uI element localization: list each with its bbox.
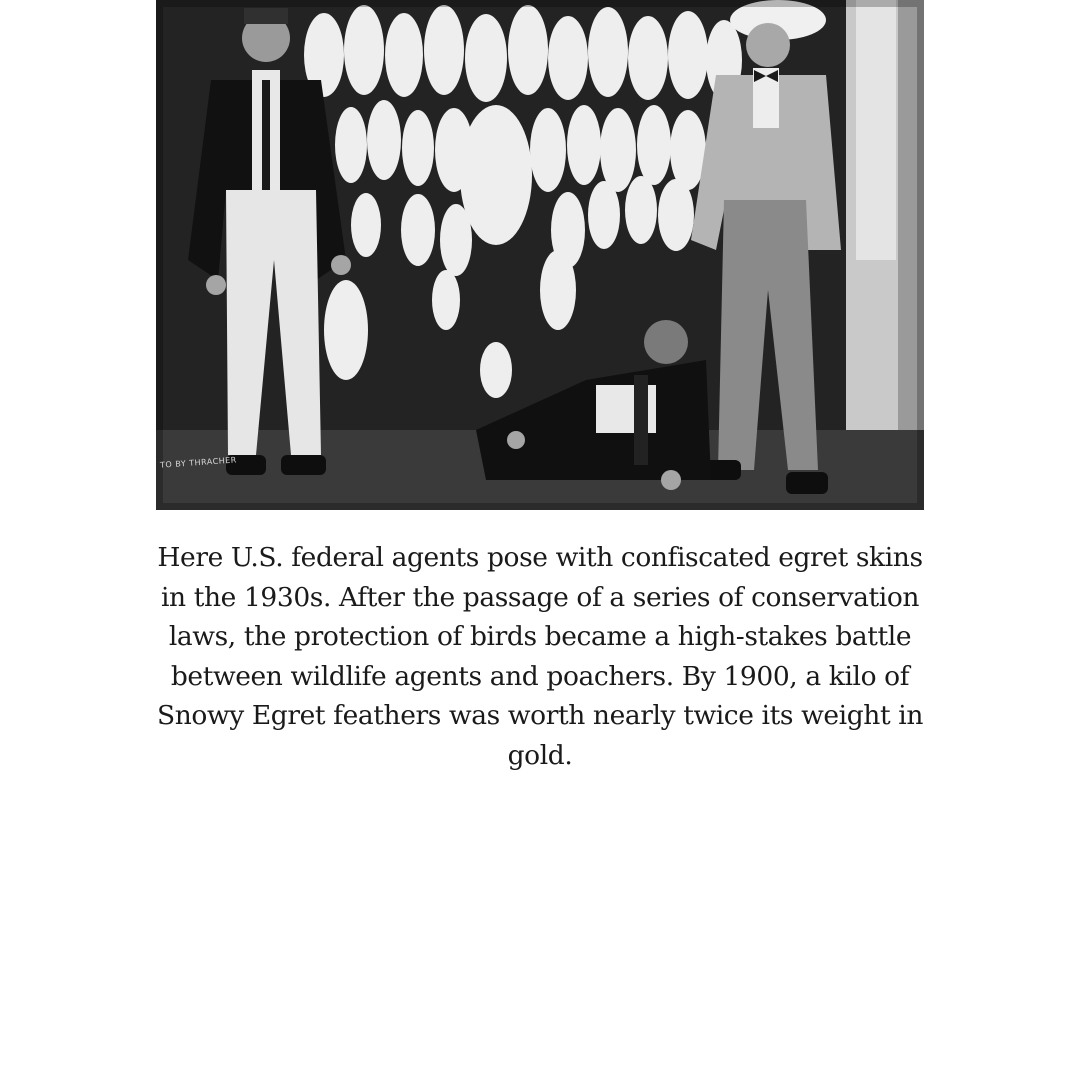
photo-caption: Here U.S. federal agents pose with confiscated egret skins in the 1930s. After the passage of a series of conservation laws, the protection of birds became a high-stakes battle between wildlife agents and poachers. By 1900, a kilo of Snowy Egret feathers was worth nearly twice its weight in gold. bbox=[157, 542, 923, 771]
photo-credit-stamp: TO BY THRACHER bbox=[159, 455, 238, 470]
photo-illustration bbox=[156, 0, 924, 510]
historical-photo bbox=[156, 0, 924, 510]
